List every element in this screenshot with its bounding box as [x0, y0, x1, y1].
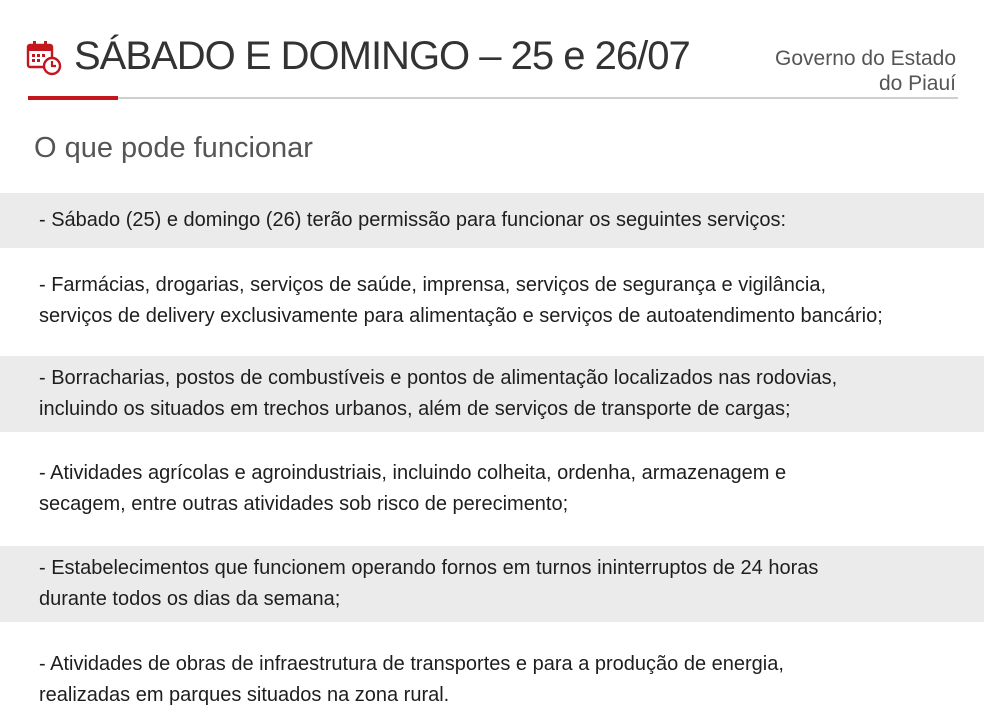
source-line-1: Governo do Estado: [775, 47, 956, 70]
list-item-line: serviços de delivery exclusivamente para alimentação e serviços de autoatendimento bancário;: [39, 305, 883, 327]
list-item: [0, 356, 984, 432]
page-title: SÁBADO E DOMINGO – 25 e 26/07: [74, 34, 690, 78]
list-item: [0, 444, 984, 534]
source-line-2: do Piauí: [878, 72, 956, 95]
header-accent-bar: [28, 96, 118, 100]
list-item-line: - Atividades de obras de infraestrutura de transportes e para a produção de energia,: [39, 653, 784, 675]
list-item: [0, 635, 984, 725]
source-credit: [775, 46, 956, 96]
list-item: [0, 546, 984, 622]
list-item-line: realizadas em parques situados na zona rural.: [39, 684, 450, 706]
header-divider: [28, 97, 958, 99]
list-item: [0, 253, 984, 349]
list-item-line: - Atividades agrícolas e agroindustriais, incluindo colheita, ordenha, armazenagem e: [39, 462, 787, 484]
list-item-line: - Farmácias, drogarias, serviços de saúde, imprensa, serviços de segurança e vigilância,: [39, 274, 827, 296]
list-item-line: durante todos os dias da semana;: [39, 588, 341, 610]
list-item-line: secagem, entre outras atividades sob risco de perecimento;: [39, 493, 569, 515]
list-item: [0, 193, 984, 248]
section-subtitle: O que pode funcionar: [34, 132, 313, 164]
list-item-line: - Borracharias, postos de combustíveis e pontos de alimentação localizados nas rodovias,: [39, 367, 838, 389]
list-item-line: incluindo os situados em trechos urbanos, além de serviços de transporte de cargas;: [39, 398, 791, 420]
list-item-line: - Sábado (25) e domingo (26) terão permissão para funcionar os seguintes serviços:: [39, 209, 787, 231]
calendar-clock-icon: [26, 40, 62, 76]
header: [0, 0, 984, 104]
list-item-line: - Estabelecimentos que funcionem operando fornos em turnos ininterruptos de 24 horas: [39, 557, 819, 579]
